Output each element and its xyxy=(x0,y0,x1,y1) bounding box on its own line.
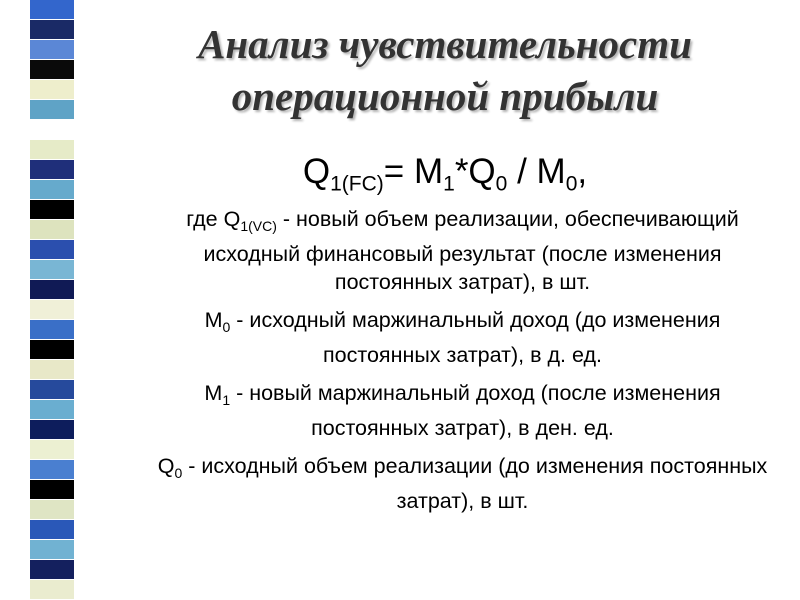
stripe-block xyxy=(30,460,74,480)
slide-title xyxy=(90,18,800,122)
stripe-block xyxy=(30,360,74,380)
stripe-block xyxy=(30,120,74,140)
definitions xyxy=(150,205,775,515)
formula xyxy=(90,150,800,206)
stripe-block xyxy=(30,500,74,520)
stripe-block xyxy=(30,440,74,460)
stripe-block xyxy=(30,280,74,300)
formula-div: / M xyxy=(507,152,566,191)
definition-q1-text: - новый объем реализации, обеспечивающий исходный финансовый результат (после изменения постоянных затрат), в шт. xyxy=(203,207,739,294)
formula-q-sub: 1(FC) xyxy=(330,172,384,196)
formula-m1-sub: 1 xyxy=(443,172,455,196)
definition-q0-text: - исходный объем реализации (до изменения постоянных затрат), в шт. xyxy=(182,453,768,513)
definition-m1-sub: 1 xyxy=(222,391,231,408)
stripe-block xyxy=(30,380,74,400)
formula-end: , xyxy=(577,152,588,191)
definition-q0-prefix: Q xyxy=(157,453,175,478)
formula-q: Q xyxy=(302,152,331,191)
formula-q0-sub: 0 xyxy=(495,172,508,196)
formula-m0-sub: 0 xyxy=(565,172,578,196)
definition-q1-sub: 1(VC) xyxy=(240,217,277,234)
stripe-block xyxy=(30,200,74,220)
stripe-block xyxy=(30,20,74,40)
stripe-block xyxy=(30,100,74,120)
stripe-block xyxy=(30,540,74,560)
definition-m0-prefix: M xyxy=(204,307,223,332)
definition-m0-sub: 0 xyxy=(222,318,231,335)
stripe-block xyxy=(30,140,74,160)
formula-eq: = M xyxy=(383,152,444,191)
definition-m1-prefix: M xyxy=(204,380,223,405)
stripe-block xyxy=(30,300,74,320)
definition-q0-sub: 0 xyxy=(174,464,183,481)
stripe-block xyxy=(30,0,74,20)
slide-title-line-1: Анализ чувствительности xyxy=(198,21,692,67)
stripe-block xyxy=(30,40,74,60)
stripe-block xyxy=(30,220,74,240)
definition-q1-prefix: где Q xyxy=(186,207,241,231)
decorative-stripe-bar xyxy=(30,0,74,600)
stripe-block xyxy=(30,160,74,180)
definition-m1 xyxy=(150,379,775,442)
stripe-block xyxy=(30,80,74,100)
formula-mid: *Q xyxy=(454,152,496,191)
definition-m0 xyxy=(150,306,775,369)
definition-m1-text: - новый маржинальный доход (после изменения постоянных затрат), в ден. ед. xyxy=(230,380,721,440)
definition-m0-text: - исходный маржинальный доход (до изменения постоянных затрат), в д. ед. xyxy=(230,307,721,367)
definition-q0 xyxy=(150,452,775,515)
stripe-block xyxy=(30,260,74,280)
stripe-block xyxy=(30,420,74,440)
stripe-block xyxy=(30,320,74,340)
stripe-block xyxy=(30,60,74,80)
stripe-block xyxy=(30,340,74,360)
stripe-block xyxy=(30,560,74,580)
stripe-block xyxy=(30,400,74,420)
stripe-block xyxy=(30,580,74,600)
stripe-block xyxy=(30,180,74,200)
slide-title-line-2: операционной прибыли xyxy=(231,73,659,119)
stripe-block xyxy=(30,240,74,260)
definition-q1 xyxy=(150,205,775,296)
stripe-block xyxy=(30,520,74,540)
stripe-block xyxy=(30,480,74,500)
